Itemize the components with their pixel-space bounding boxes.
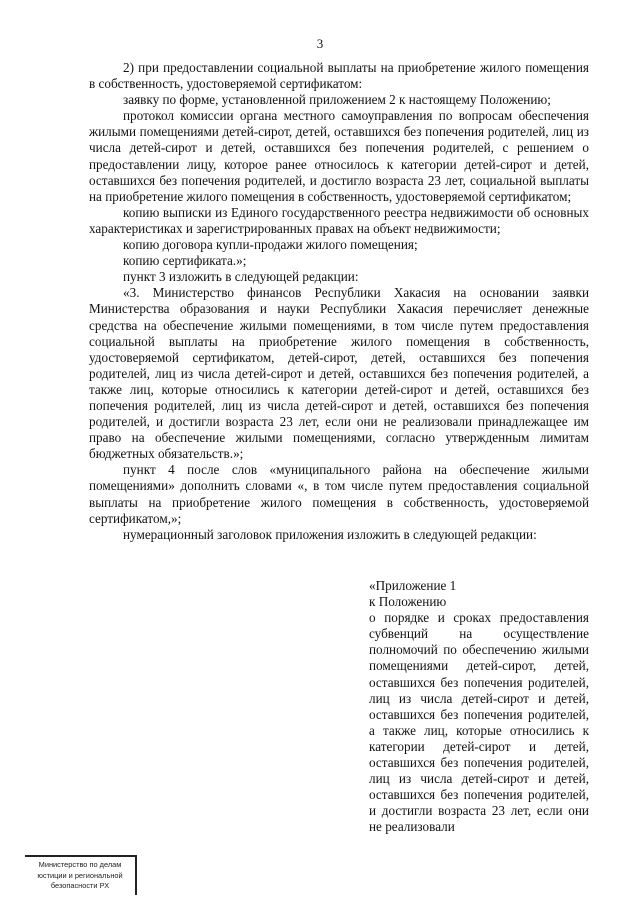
- paragraph: 2) при предоставлении социальной выплаты на приобретение жилого помещения в собственность, удостоверяемой сертификатом:: [89, 60, 589, 92]
- paragraph: протокол комиссии органа местного самоуправления по вопросам обеспечения жилыми помещениями детей-сирот, детей, оставшихся без попечения родителей, лиц из числа детей-сирот и детей, оставшихся без попечения родителей, с решением о предоставлении лицу, которое ранее относилось к категории детей-сирот и детей, оставшихся без попечения родителей, и достигло возраста 23 лет, социальной выплаты на приобретение жилого помещения в собственность, удостоверяемой сертификатом;: [89, 108, 589, 204]
- paragraph: нумерационный заголовок приложения изложить в следующей редакции:: [123, 526, 537, 542]
- stamp-line: безопасности РХ: [50, 881, 110, 890]
- paragraph: копию договора купли-продажи жилого помещения;: [123, 237, 418, 253]
- registration-stamp: [25, 855, 137, 895]
- paragraph: копию сертификата.»;: [123, 253, 247, 269]
- paragraph: «3. Министерство финансов Республики Хакасия на основании заявки Министерства образования и науки Республики Хакасия перечисляет денежные средства на обеспечение жилыми помещениями, в том числе путем предоставления социальной выплаты на приобретение жилого помещения в собственность, удостоверяемой сертификатом, детей-сирот, детей, оставшихся без попечения родителей, лиц из числа детей-сирот и детей, оставшихся без попечения родителей, а также лиц, которые относились к категории детей-сирот и детей, оставшихся без попечения родителей, лиц из числа детей-сирот и детей, оставшихся без попечения родителей, и достигли возраста 23 лет, если они не реализовали принадлежащее им право на обеспечение жилыми помещениями, согласно утвержденным лимитам бюджетных обязательств.»;: [89, 285, 589, 462]
- paragraph: заявку по форме, установленной приложением 2 к настоящему Положению;: [123, 92, 551, 108]
- paragraph: пункт 4 после слов «муниципального района на обеспечение жилыми помещениями» дополнить словами «, в том числе путем предоставления социальной выплаты на приобретение жилого помещения в собственность, удостоверяемой сертификатом,»;: [89, 462, 589, 526]
- appendix-title: «Приложение 1: [369, 578, 457, 593]
- page-number: 3: [316, 36, 324, 51]
- document-body: [89, 60, 589, 543]
- appendix-heading: [369, 578, 589, 836]
- paragraph: пункт 3 изложить в следующей редакции:: [123, 269, 359, 285]
- stamp-line: Министерство по делам: [38, 860, 122, 869]
- stamp-line: юстиции и региональной: [37, 870, 123, 880]
- appendix-body: о порядке и сроках предоставления субвенций на осуществление полномочий по обеспечению жилыми помещениями детей-сирот, детей, оставшихся без попечения родителей, лиц из числа детей-сирот и детей, оставшихся без попечения родителей, а также лиц, которые относились к категории детей-сирот и детей, оставшихся без попечения родителей, лиц из числа детей-сирот и детей, оставшихся без попечения родителей, и достигли возраста 23 лет, если они не реализовали: [369, 610, 589, 835]
- paragraph: копию выписки из Единого государственного реестра недвижимости об основных характеристиках и зарегистрированных правах на объект недвижимости;: [89, 204, 589, 236]
- appendix-subtitle: к Положению: [369, 594, 447, 610]
